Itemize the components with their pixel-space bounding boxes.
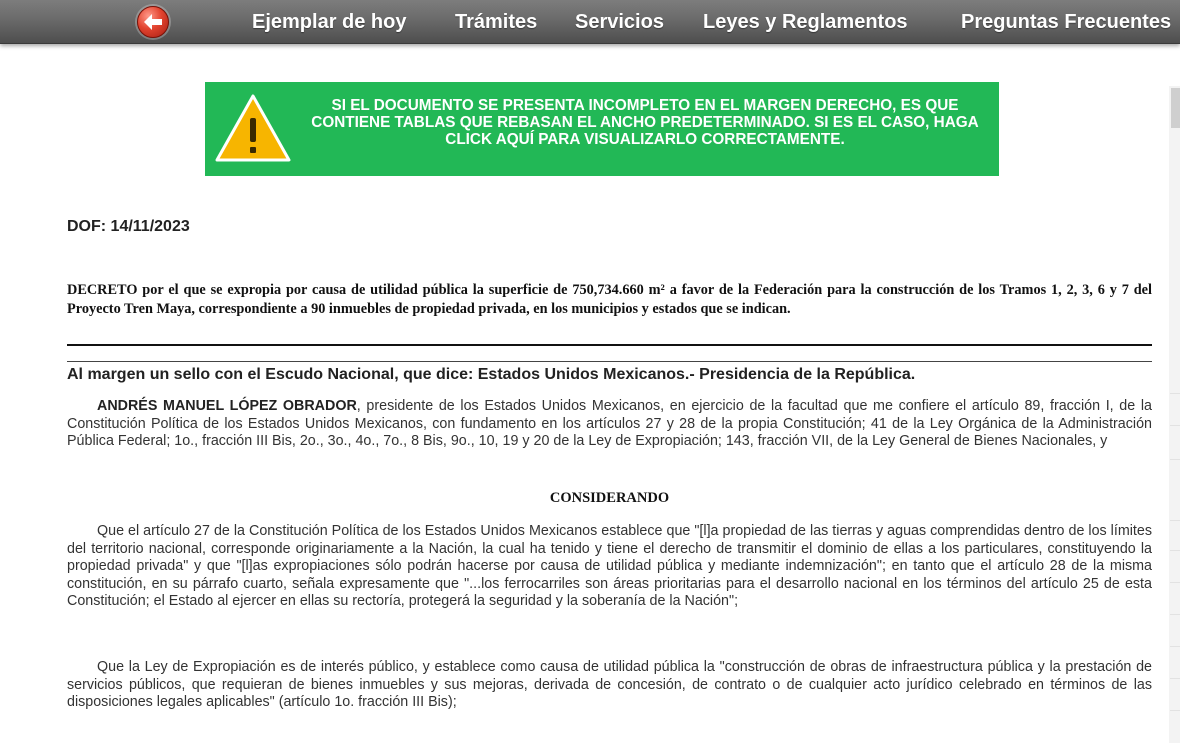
title-divider [67, 344, 1152, 346]
side-divider [1170, 550, 1180, 551]
paragraph-preamble [67, 398, 1152, 451]
decree-title-lead: DECRETO [67, 282, 138, 298]
dof-date: DOF: 14/11/2023 [67, 218, 190, 235]
side-divider [1170, 582, 1180, 583]
title-divider-thin [67, 361, 1152, 362]
top-navbar [0, 0, 1180, 44]
paragraph-considerando-2: Que la Ley de Expropiación es de interés público, y establece como causa de utilidad pública la "construcción de obras de infraestructura pública y la prestación de servicios públicos, que requieran de bienes inmuebles y sus mejoras, derivada de concesión, de contrato o de cualquier acto jurídico celebrado en términos de las disposiciones legales aplicables" (artículo 1o. fracción III Bis); [67, 659, 1152, 710]
nav-ejemplar-de-hoy[interactable]: Ejemplar de hoy [252, 11, 407, 33]
notice-text[interactable]: SI EL DOCUMENTO SE PRESENTA INCOMPLETO EN EL MARGEN DERECHO, ES QUE CONTIENE TABLAS QUE REBASAN EL ANCHO PREDETERMINADO. SI ES EL CASO, HAGA CLICK AQUÍ PARA VISUALIZARLO CORRECTAMENTE. [311, 97, 979, 148]
scrollbar-track[interactable] [1169, 86, 1180, 743]
president-name: ANDRÉS MANUEL LÓPEZ OBRADOR [97, 398, 357, 414]
decree-title [67, 281, 1152, 319]
side-divider [1170, 520, 1180, 521]
nav-leyes-y-reglamentos[interactable]: Leyes y Reglamentos [703, 11, 908, 33]
side-divider [1170, 459, 1180, 460]
nav-servicios[interactable]: Servicios [575, 11, 664, 33]
side-divider [1170, 425, 1180, 426]
decree-title-text: por el que se expropia por causa de utilidad pública la superficie de 750,734.660 m² a favor de la Federación para la construcción de los Tramos 1, 2, 3, 6 y 7 del Proyecto Tren Maya, correspondiente a 90 inmuebles de propiedad privada, en los municipios y estados que se indican. [67, 282, 1152, 317]
nav-preguntas-frecuentes[interactable]: Preguntas Frecuentes [961, 11, 1172, 33]
considerando-heading: CONSIDERANDO [549, 490, 670, 506]
back-button[interactable] [137, 6, 169, 38]
paragraph-preamble-text: , presidente de los Estados Unidos Mexicanos, en ejercicio de la facultad que me confiere el artículo 89, fracción I, de la Constitución Política de los Estados Unidos Mexicanos, con fundamento en los artículos 27 y 28 de la propia Constitución; 41 de la Ley Orgánica de la Administración Pública Federal; 1o., fracción III Bis, 2o., 3o., 4o., 7o., 8 Bis, 9o., 10, 19 y 20 de la Ley de Expropiación; 143, fracción VII, de la Ley General de Bienes Nacionales, y [67, 398, 1152, 449]
incomplete-document-notice[interactable] [205, 82, 999, 176]
back-arrow-icon [143, 13, 163, 31]
paragraph-considerando-1: Que el artículo 27 de la Constitución Política de los Estados Unidos Mexicanos establece que "[l]a propiedad de las tierras y aguas comprendidas dentro de los límites del territorio nacional, corresponde originariamente a la Nación, la cual ha tenido y tiene el derecho de transmitir el dominio de ellas a los particulares, constituyendo la propiedad privada" y que "[l]as expropiaciones sólo podrán hacerse por causa de utilidad pública y mediante indemnización"; en tanto que el artículo 28 de la misma constitución, en su párrafo cuarto, señala expresamente que "...los ferrocarriles son áreas prioritarias para el desarrollo nacional en los términos del artículo 25 de esta Constitución; el Estado al ejercer en ellas su rectoría, protegerá la seguridad y la soberanía de la Nación"; [67, 523, 1152, 609]
side-divider [1170, 393, 1180, 394]
seal-heading: Al margen un sello con el Escudo Nacional, que dice: Estados Unidos Mexicanos.- Presidencia de la República. [67, 366, 916, 383]
side-divider [1170, 678, 1180, 679]
warning-icon [213, 92, 293, 164]
side-divider [1170, 646, 1180, 647]
side-divider [1170, 710, 1180, 711]
nav-tramites[interactable]: Trámites [455, 11, 538, 33]
side-divider [1170, 614, 1180, 615]
scrollbar-thumb[interactable] [1171, 88, 1180, 128]
